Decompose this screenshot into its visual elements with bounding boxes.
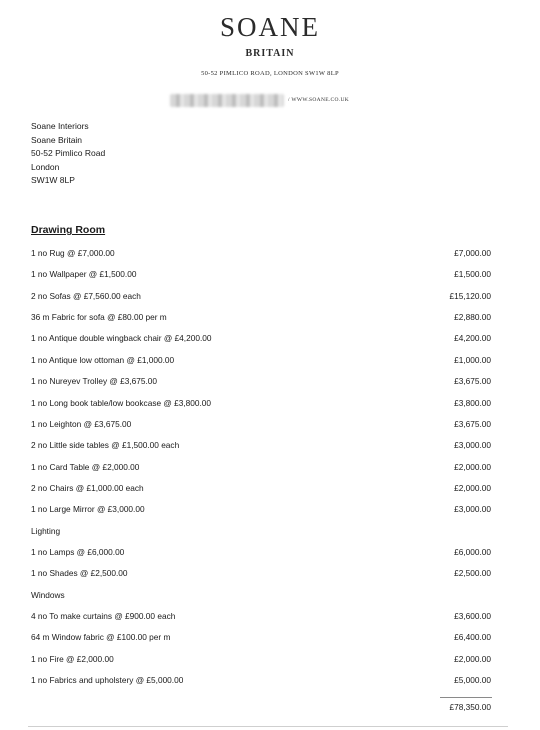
line-item <box>31 332 491 344</box>
item-amount: £15,120.00 <box>449 291 491 301</box>
line-item <box>31 546 491 558</box>
section-title: Drawing Room <box>31 224 106 236</box>
address-line: 50-52 Pimlico Road <box>31 148 106 159</box>
brand-name: SOANE <box>219 12 320 42</box>
line-item <box>31 631 491 643</box>
subsection-windows: Windows <box>31 590 65 600</box>
brand-subtitle: BRITAIN <box>245 48 295 59</box>
total-divider <box>440 697 492 698</box>
item-amount: £3,675.00 <box>454 376 491 386</box>
contact-row <box>170 93 349 107</box>
line-item <box>31 503 491 515</box>
redacted-contact <box>170 94 284 107</box>
line-item <box>31 674 491 686</box>
item-amount: £2,000.00 <box>454 462 491 472</box>
line-item <box>31 567 491 579</box>
address-line: Soane Interiors <box>31 121 89 131</box>
address-line: London <box>31 161 60 172</box>
line-item <box>31 461 491 473</box>
item-amount: £2,000.00 <box>454 654 491 664</box>
brand-address: 50-52 PIMLICO ROAD, LONDON SW1W 8LP <box>201 70 339 77</box>
line-item <box>31 439 491 451</box>
item-description: 1 no Nureyev Trolley @ £3,675.00 <box>31 376 158 386</box>
item-description: 1 no Leighton @ £3,675.00 <box>31 419 132 429</box>
item-amount: £1,500.00 <box>454 269 491 279</box>
item-description: 2 no Little side tables @ £1,500.00 each <box>31 440 180 450</box>
item-description: 1 no Antique low ottoman @ £1,000.00 <box>31 355 175 365</box>
item-description: 1 no Shades @ £2,500.00 <box>31 568 128 578</box>
item-amount: £2,500.00 <box>454 568 491 578</box>
line-item <box>31 268 491 280</box>
item-amount: £3,000.00 <box>454 504 491 514</box>
item-description: 64 m Window fabric @ £100.00 per m <box>31 632 171 642</box>
item-amount: £6,400.00 <box>454 632 491 642</box>
item-amount: £4,200.00 <box>454 333 491 343</box>
item-amount: £3,800.00 <box>454 398 491 408</box>
item-amount: £5,000.00 <box>454 675 491 685</box>
line-item <box>31 290 491 302</box>
item-description: 2 no Chairs @ £1,000.00 each <box>31 483 144 493</box>
item-description: 1 no Fabrics and upholstery @ £5,000.00 <box>31 675 184 685</box>
line-item <box>31 354 491 366</box>
item-amount: £3,675.00 <box>454 419 491 429</box>
subsection-label <box>31 589 491 601</box>
item-amount: £6,000.00 <box>454 547 491 557</box>
subsection-lighting: Lighting <box>31 526 61 536</box>
line-item <box>31 247 491 259</box>
item-amount: £2,880.00 <box>454 312 491 322</box>
line-item <box>31 653 491 665</box>
item-description: 4 no To make curtains @ £900.00 each <box>31 611 176 621</box>
grand-total: £78,350.00 <box>449 702 491 712</box>
item-amount: £3,000.00 <box>454 440 491 450</box>
line-item <box>31 375 491 387</box>
line-item <box>31 418 491 430</box>
item-description: 1 no Card Table @ £2,000.00 <box>31 462 140 472</box>
item-amount: £2,000.00 <box>454 483 491 493</box>
recipient-address <box>31 120 105 188</box>
line-item <box>31 610 491 622</box>
subsection-label <box>31 525 491 537</box>
address-line: Soane Britain <box>31 134 83 145</box>
address-line: SW1W 8LP <box>31 175 75 186</box>
footer-divider <box>28 726 508 727</box>
line-item <box>31 482 491 494</box>
item-amount: £3,600.00 <box>454 611 491 621</box>
item-description: 36 m Fabric for sofa @ £80.00 per m <box>31 312 167 322</box>
item-description: 1 no Rug @ £7,000.00 <box>31 248 115 258</box>
item-description: 1 no Large Mirror @ £3,000.00 <box>31 504 145 514</box>
item-amount: £1,000.00 <box>454 355 491 365</box>
item-description: 2 no Sofas @ £7,560.00 each <box>31 291 141 301</box>
website: / WWW.SOANE.CO.UK <box>288 97 350 103</box>
item-description: 1 no Wallpaper @ £1,500.00 <box>31 269 137 279</box>
line-item <box>31 311 491 323</box>
line-item <box>31 397 491 409</box>
item-description: 1 no Fire @ £2,000.00 <box>31 654 114 664</box>
item-description: 1 no Antique double wingback chair @ £4,200.00 <box>31 333 212 343</box>
item-description: 1 no Long book table/low bookcase @ £3,800.00 <box>31 398 212 408</box>
item-amount: £7,000.00 <box>454 248 491 258</box>
item-description: 1 no Lamps @ £6,000.00 <box>31 547 125 557</box>
